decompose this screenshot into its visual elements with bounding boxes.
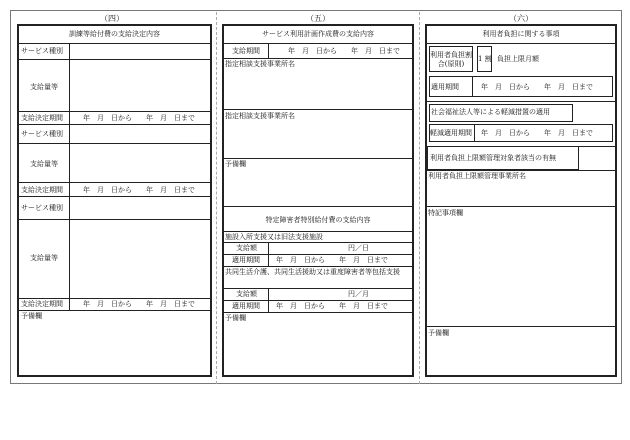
fold-line — [216, 12, 217, 384]
column-header-six: （六） — [509, 14, 533, 23]
column-header-four: （四） — [100, 14, 124, 23]
panel-training-benefits — [17, 24, 212, 377]
monthly-cap-label: 負担上限月額 — [497, 55, 539, 63]
cap-target-label: 利用者負担上限額管理対象者該当の有無 — [430, 154, 556, 162]
yen-per-month-unit: 円／月 — [348, 290, 369, 298]
applicable-period-label: 適用期間 — [232, 256, 260, 264]
reduction-period-value: 年 月 日から 年 月 日まで — [481, 129, 593, 137]
applicable-period-value: 年 月 日から 年 月 日まで — [276, 256, 388, 264]
applicable-period-value: 年 月 日から 年 月 日まで — [481, 83, 593, 91]
yen-per-day-unit: 円／日 — [348, 244, 369, 252]
service-type-label: サービス種別 — [21, 204, 63, 212]
remarks-label: 予備欄 — [21, 312, 42, 320]
social-welfare-reduction-label: 社会福祉法人等による軽減措置の適用 — [431, 108, 550, 116]
panel6-title: 利用者負担に関する事項 — [482, 30, 560, 38]
applicable-period-label: 適用期間 — [431, 83, 459, 91]
panel-plan-creation — [222, 24, 414, 377]
remarks-label: 予備欄 — [225, 160, 246, 168]
payment-period-label: 支給期間 — [232, 47, 260, 55]
group-home-label: 共同生活介護、共同生活援助又は重度障害者等包括支援 — [225, 268, 400, 276]
decision-period-label: 支給決定期間 — [21, 300, 63, 308]
fold-line — [419, 12, 420, 384]
remarks-label: 予備欄 — [225, 314, 246, 322]
panel-user-burden — [425, 24, 617, 377]
support-office-name-label: 指定相談支援事業所名 — [225, 60, 295, 68]
special-notes-label: 特記事項欄 — [428, 209, 463, 217]
special-benefit-title: 特定障害者特別給付費の支給内容 — [265, 216, 371, 224]
remarks-label: 予備欄 — [428, 329, 449, 337]
quantity-label: 支給量等 — [30, 160, 58, 168]
panel5-title: サービス利用計画作成費の支給内容 — [262, 30, 374, 38]
support-office-name-label: 指定相談支援事業所名 — [225, 112, 295, 120]
quantity-label: 支給量等 — [30, 83, 58, 91]
reduction-period-label: 軽減適用期間 — [430, 129, 472, 137]
decision-period-label: 支給決定期間 — [21, 186, 63, 194]
decision-period-label: 支給決定期間 — [21, 114, 63, 122]
decision-period-value: 年 月 日から 年 月 日まで — [83, 114, 195, 122]
applicable-period-label: 適用期間 — [232, 302, 260, 310]
service-type-label: サービス種別 — [21, 130, 63, 138]
decision-period-value: 年 月 日から 年 月 日まで — [83, 186, 195, 194]
applicable-period-value: 年 月 日から 年 月 日まで — [276, 302, 388, 310]
column-header-five: （五） — [306, 14, 330, 23]
panel4-title: 訓練等給付費の支給決定内容 — [69, 30, 160, 38]
burden-ratio-label: 利用者負担割合(原則) — [430, 51, 472, 68]
cap-management-office-label: 利用者負担上限額管理事業所名 — [428, 172, 526, 180]
service-type-label: サービス種別 — [21, 47, 63, 55]
payment-period-value: 年 月 日から 年 月 日まで — [288, 47, 400, 55]
amount-label: 支給額 — [236, 244, 257, 252]
decision-period-value: 年 月 日から 年 月 日まで — [83, 300, 195, 308]
quantity-label: 支給量等 — [30, 254, 58, 262]
amount-label: 支給額 — [236, 290, 257, 298]
burden-ratio-value: 1 割 — [478, 55, 492, 63]
facility-label: 施設入所支援又は旧法支援施設 — [225, 233, 323, 241]
